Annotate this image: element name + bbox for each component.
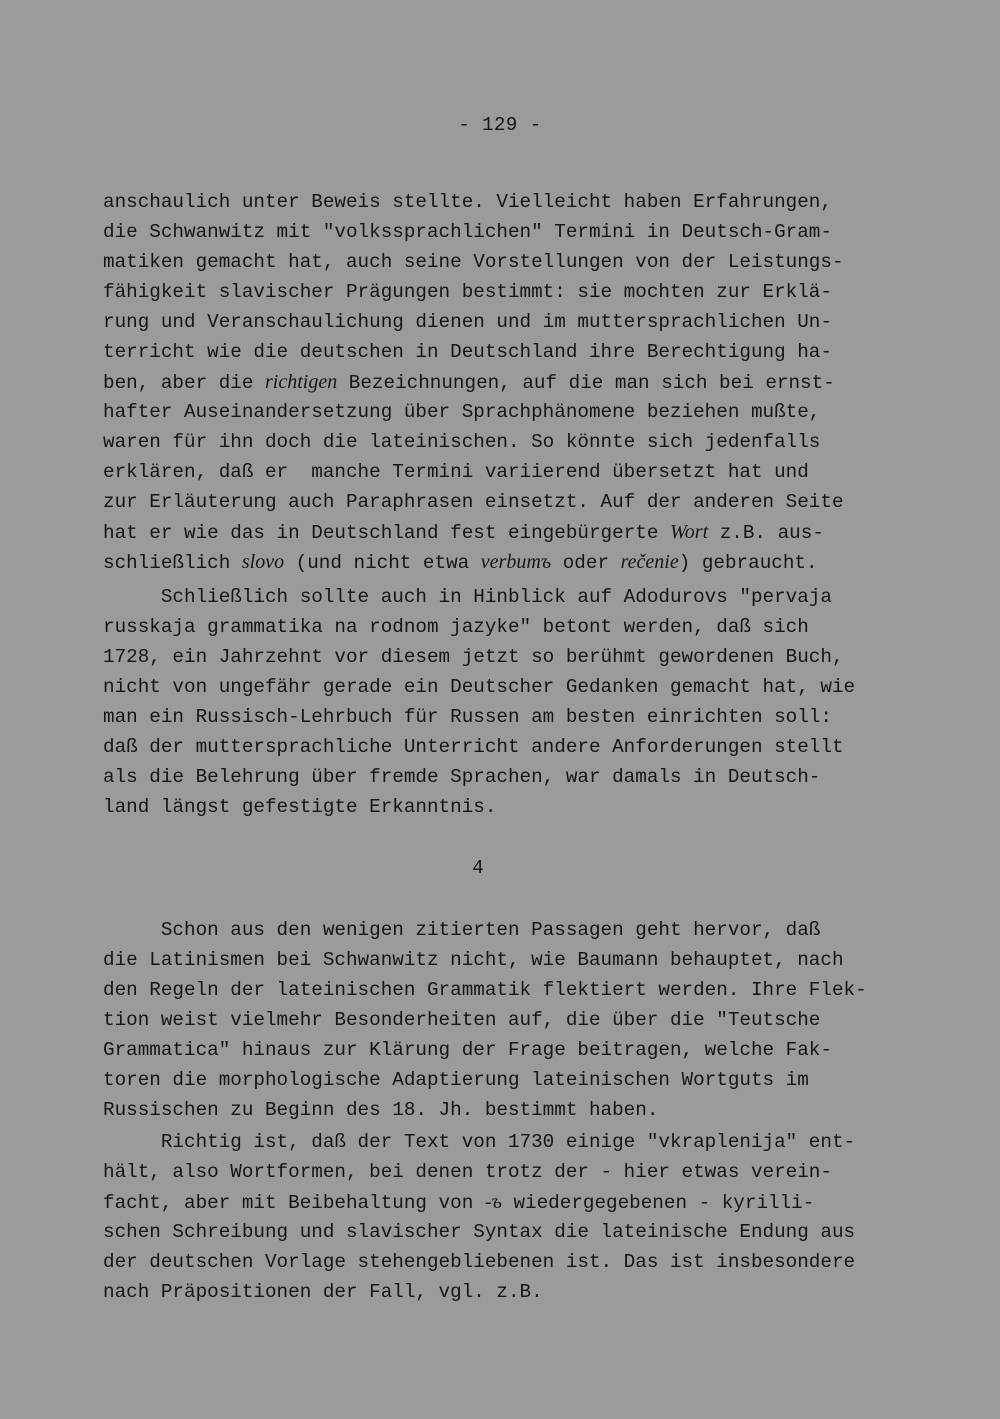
text-line: Grammatica" hinaus zur Klärung der Frage beitragen, welche Fak- <box>103 1039 832 1061</box>
emphasis-recenie: rečenie <box>620 551 679 573</box>
page-number: - 129 - <box>458 114 542 136</box>
section-number: 4 <box>472 857 484 879</box>
text-line: Russischen zu Beginn des 18. Jh. bestimmt haben. <box>103 1099 659 1121</box>
text-segment: Bezeichnungen, auf die man sich bei ernst- <box>337 372 835 394</box>
text-line: die Schwanwitz mit "volkssprachlichen" Termini in Deutsch-Gram- <box>103 221 832 243</box>
text-line: der deutschen Vorlage stehengebliebenen ist. Das ist insbesondere <box>103 1251 856 1273</box>
text-line: nach Präpositionen der Fall, vgl. z.B. <box>103 1281 543 1303</box>
text-line: Richtig ist, daß der Text von 1730 einige "vkraplenija" ent- <box>103 1131 856 1153</box>
text-segment: ben, aber die <box>103 372 265 394</box>
text-line: man ein Russisch-Lehrbuch für Russen am besten einrichten soll: <box>103 706 832 728</box>
text-segment: facht, aber mit Beibehaltung von <box>103 1192 485 1214</box>
text-segment: wiedergegebenen - kyrilli- <box>501 1192 815 1214</box>
text-line: waren für ihn doch die lateinischen. So könnte sich jedenfalls <box>103 431 821 453</box>
text-line: matiken gemacht hat, auch seine Vorstellungen von der Leistungs- <box>103 251 844 273</box>
text-line: daß der muttersprachliche Unterricht andere Anforderungen stellt <box>103 736 844 758</box>
text-line: 1728, ein Jahrzehnt vor diesem jetzt so berühmt gewordenen Buch, <box>103 646 844 668</box>
text-segment: (und nicht etwa <box>284 552 481 574</box>
text-line <box>103 547 818 578</box>
text-segment: z.B. aus- <box>708 522 824 544</box>
emphasis-slovo: slovo <box>241 551 285 573</box>
text-segment: oder <box>551 552 621 574</box>
text-line: terricht wie die deutschen in Deutschland ihre Berechtigung ha- <box>103 341 832 363</box>
text-line: erklären, daß er manche Termini variierend übersetzt hat und <box>103 461 809 483</box>
text-line: land längst gefestigte Erkanntnis. <box>103 796 497 818</box>
text-segment: ) gebraucht. <box>678 552 818 574</box>
text-line: tion weist vielmehr Besonderheiten auf, die über die "Teutsche <box>103 1009 821 1031</box>
text-segment: schließlich <box>103 552 242 574</box>
text-line: fähigkeit slavischer Prägungen bestimmt: sie mochten zur Erklä- <box>103 281 832 303</box>
text-line: schen Schreibung und slavischer Syntax die lateinische Endung aus <box>103 1221 856 1243</box>
emphasis-richtigen: richtigen <box>265 371 338 393</box>
emphasis-verbum: verbumъ <box>480 551 552 573</box>
text-line: rung und Veranschaulichung dienen und im muttersprachlichen Un- <box>103 311 832 333</box>
text-line <box>103 367 835 398</box>
emphasis-ending: -ъ <box>484 1191 502 1213</box>
text-line <box>103 1187 814 1218</box>
text-line: Schon aus den wenigen zitierten Passagen geht hervor, daß <box>103 919 821 941</box>
text-line: den Regeln der lateinischen Grammatik flektiert werden. Ihre Flek- <box>103 979 867 1001</box>
text-segment: hat er wie das in Deutschland fest eingebürgerte <box>103 522 670 544</box>
emphasis-wort: Wort <box>669 521 709 543</box>
text-line: Schließlich sollte auch in Hinblick auf Adodurovs "pervaja <box>103 586 832 608</box>
text-line: als die Belehrung über fremde Sprachen, war damals in Deutsch- <box>103 766 821 788</box>
text-line: anschaulich unter Beweis stellte. Vielleicht haben Erfahrungen, <box>103 191 832 213</box>
text-line: zur Erläuterung auch Paraphrasen einsetzt. Auf der anderen Seite <box>103 491 844 513</box>
text-line: toren die morphologische Adaptierung lateinischen Wortguts im <box>103 1069 809 1091</box>
text-line: hält, also Wortformen, bei denen trotz der - hier etwas verein- <box>103 1161 832 1183</box>
text-line <box>103 517 824 548</box>
text-line: russkaja grammatika na rodnom jazyke" betont werden, daß sich <box>103 616 809 638</box>
text-line: hafter Auseinandersetzung über Sprachphänomene beziehen mußte, <box>103 401 821 423</box>
text-line: die Latinismen bei Schwanwitz nicht, wie Baumann behauptet, nach <box>103 949 844 971</box>
text-line: nicht von ungefähr gerade ein Deutscher Gedanken gemacht hat, wie <box>103 676 856 698</box>
